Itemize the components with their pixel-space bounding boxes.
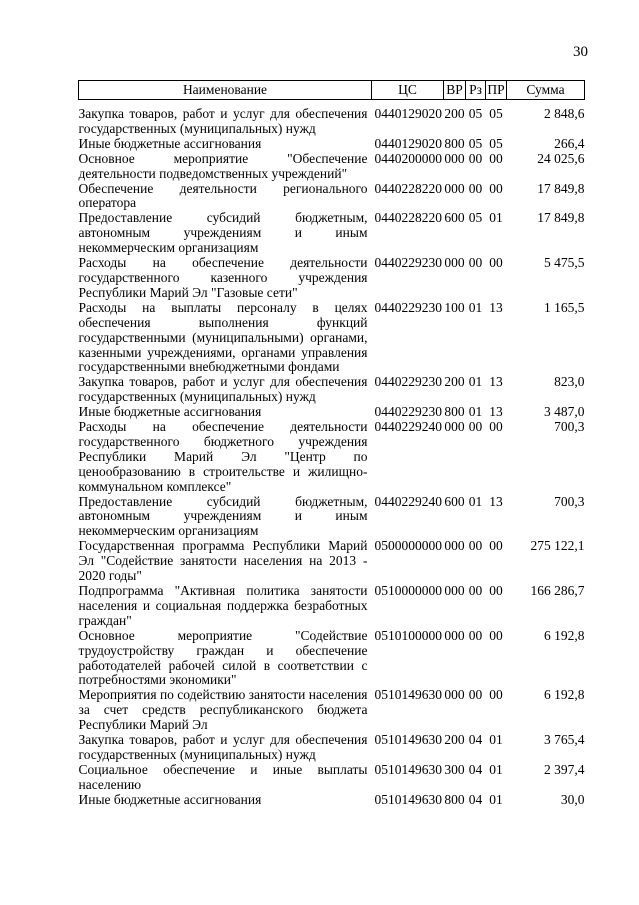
table-row: [79, 584, 585, 629]
header-sum: Сумма: [507, 81, 585, 100]
page-number: 30: [573, 44, 588, 60]
row-name: Подпрограмма "Активная политика занятости населения и социальная поддержка безработных граждан": [78, 583, 368, 628]
row-sum: 17 849,8: [537, 210, 585, 226]
row-name: Иные бюджетные ассигнования: [78, 135, 262, 151]
table-row: [79, 152, 585, 182]
row-vr: 800: [444, 404, 465, 420]
row-pr: 01: [489, 791, 503, 807]
row-vr: 200: [444, 106, 465, 121]
row-pr: 05: [489, 135, 503, 151]
row-rz: 05: [468, 106, 483, 121]
header-pr: ПР: [486, 81, 507, 100]
row-cs: 0440229230: [374, 404, 442, 420]
row-cs: 0440229230: [374, 374, 442, 390]
row-sum: 24 025,6: [537, 150, 585, 166]
row-vr: 000: [444, 419, 465, 435]
row-name: Закупка товаров, работ и услуг для обеспечения государственных (муниципальных) нужд: [78, 732, 368, 762]
row-cs: 0440229240: [374, 493, 442, 509]
row-cs: 0440200000: [374, 150, 442, 166]
row-sum: 166 286,7: [530, 583, 585, 598]
row-cs: 0440229240: [374, 419, 442, 435]
row-vr: 100: [444, 299, 465, 315]
row-cs: 0510149630: [374, 791, 442, 807]
row-rz: 01: [468, 374, 483, 390]
row-cs: 0510100000: [374, 627, 442, 643]
row-cs: 0440229230: [374, 299, 442, 315]
row-sum: 1 165,5: [544, 299, 585, 315]
row-vr: 000: [444, 538, 465, 554]
table-row: [79, 688, 585, 733]
row-name: Иные бюджетные ассигнования: [78, 404, 262, 420]
row-pr: 13: [489, 374, 503, 390]
row-rz: 00: [468, 419, 483, 435]
table-row: [79, 375, 585, 405]
row-name: Основное мероприятие "Содействие трудоустройству граждан и обеспечение работодателей рабочей силой в соответствии с потребностями экономики": [78, 627, 368, 688]
row-sum: 6 192,8: [544, 627, 585, 643]
row-vr: 000: [444, 687, 465, 703]
row-vr: 200: [444, 374, 465, 390]
table-row: [79, 793, 585, 808]
row-cs: 0440129020: [374, 106, 442, 121]
row-cs: 0510000000: [374, 583, 442, 598]
header-rz: Рз: [466, 81, 486, 100]
row-pr: 05: [489, 106, 503, 121]
row-name: Социальное обеспечение и иные выплаты населению: [78, 761, 368, 792]
table-row: [79, 182, 585, 212]
row-name: Государственная программа Республики Марий Эл "Содействие занятости населения на 2013 - 2020 годы": [78, 538, 368, 584]
row-rz: 00: [468, 150, 483, 166]
row-vr: 000: [444, 180, 465, 196]
row-name: Расходы на выплаты персоналу в целях обеспечения выполнения функций государственными (муниципальными) органами, казенными учреждениями, органами управления государственными внебюджетными фондами: [78, 299, 368, 375]
row-pr: 13: [489, 493, 503, 509]
header-cs: ЦС: [372, 81, 444, 100]
row-pr: 00: [489, 150, 503, 166]
row-sum: 2 848,6: [544, 106, 585, 121]
row-cs: 0510149630: [374, 761, 442, 777]
table-row: [79, 420, 585, 495]
row-pr: 00: [489, 583, 503, 598]
row-cs: 0510149630: [374, 687, 442, 703]
row-rz: 01: [468, 299, 483, 315]
row-pr: 00: [489, 419, 503, 435]
header-name: Наименование: [79, 81, 372, 100]
table-row: [79, 539, 585, 584]
row-cs: 0440228220: [374, 180, 442, 196]
row-pr: 00: [489, 180, 503, 196]
row-sum: 700,3: [554, 419, 585, 435]
row-cs: 0440228220: [374, 210, 442, 226]
row-rz: 01: [468, 493, 483, 509]
row-rz: 04: [468, 732, 483, 748]
row-rz: 00: [468, 538, 483, 554]
table-header-row: [79, 81, 585, 100]
row-rz: 04: [468, 791, 483, 807]
row-name: Закупка товаров, работ и услуг для обеспечения государственных (муниципальных) нужд: [78, 374, 368, 405]
row-cs: 0510149630: [374, 732, 442, 748]
header-vr: ВР: [444, 81, 466, 100]
row-pr: 00: [489, 687, 503, 703]
row-vr: 800: [444, 791, 465, 807]
row-rz: 01: [468, 404, 483, 420]
row-name: Предоставление субсидий бюджетным, автономным учреждениям и иным некоммерческим организациям: [78, 210, 368, 256]
row-vr: 000: [444, 583, 465, 598]
row-name: Обеспечение деятельности регионального оператора: [78, 180, 368, 211]
row-pr: 00: [489, 538, 503, 554]
row-rz: 04: [468, 761, 483, 777]
row-cs: 0500000000: [374, 538, 442, 554]
row-vr: 800: [444, 135, 465, 151]
row-rz: 00: [468, 583, 483, 598]
row-sum: 700,3: [554, 493, 585, 509]
row-vr: 000: [444, 150, 465, 166]
row-cs: 0440129020: [374, 135, 442, 151]
row-sum: 30,0: [560, 791, 585, 807]
row-rz: 05: [468, 210, 483, 226]
table-row: [79, 763, 585, 793]
row-vr: 600: [444, 210, 465, 226]
row-pr: 01: [489, 761, 503, 777]
row-sum: 3 487,0: [544, 404, 585, 420]
row-name: Расходы на обеспечение деятельности государственного казенного учреждения Республики Марий Эл "Газовые сети": [78, 255, 368, 300]
row-pr: 00: [489, 627, 503, 643]
row-vr: 000: [444, 255, 465, 271]
table-row: [79, 629, 585, 689]
row-name: Иные бюджетные ассигнования: [78, 791, 262, 807]
row-name: Мероприятия по содействию занятости населения за счет средств республиканского бюджета Республики Марий Эл: [78, 687, 368, 733]
row-vr: 000: [444, 627, 465, 643]
row-rz: 00: [468, 627, 483, 643]
row-sum: 275 122,1: [530, 538, 585, 554]
row-pr: 13: [489, 299, 503, 315]
table-row: [79, 107, 585, 137]
row-name: Основное мероприятие "Обеспечение деятельности подведомственных учреждений": [78, 150, 368, 181]
row-vr: 600: [444, 493, 465, 509]
row-pr: 00: [489, 255, 503, 271]
table-row: [79, 733, 585, 763]
row-rz: 00: [468, 180, 483, 196]
table-row: [79, 137, 585, 152]
budget-table: [78, 80, 585, 808]
row-sum: 17 849,8: [537, 180, 585, 196]
row-sum: 6 192,8: [544, 687, 585, 703]
table-row: [79, 495, 585, 540]
row-cs: 0440229230: [374, 255, 442, 271]
table-row: [79, 301, 585, 376]
row-sum: 3 765,4: [544, 732, 585, 748]
row-name: Предоставление субсидий бюджетным, автономным учреждениям и иным некоммерческим организациям: [78, 493, 368, 539]
row-sum: 2 397,4: [544, 761, 585, 777]
row-pr: 13: [489, 404, 503, 420]
row-rz: 00: [468, 687, 483, 703]
row-vr: 200: [444, 732, 465, 748]
row-sum: 5 475,5: [544, 255, 585, 271]
row-vr: 300: [444, 761, 465, 777]
row-sum: 266,4: [554, 135, 585, 151]
table-row: [79, 405, 585, 420]
table-row: [79, 256, 585, 301]
row-pr: 01: [489, 210, 503, 226]
row-pr: 01: [489, 732, 503, 748]
row-rz: 05: [468, 135, 483, 151]
row-rz: 00: [468, 255, 483, 271]
table-row: [79, 211, 585, 256]
row-sum: 823,0: [554, 374, 585, 390]
row-name: Расходы на обеспечение деятельности государственного бюджетного учреждения Республики Марий Эл "Центр по ценообразованию в строительстве и жилищно-коммунальном комплексе": [78, 419, 368, 494]
row-name: Закупка товаров, работ и услуг для обеспечения государственных (муниципальных) нужд: [78, 106, 368, 136]
